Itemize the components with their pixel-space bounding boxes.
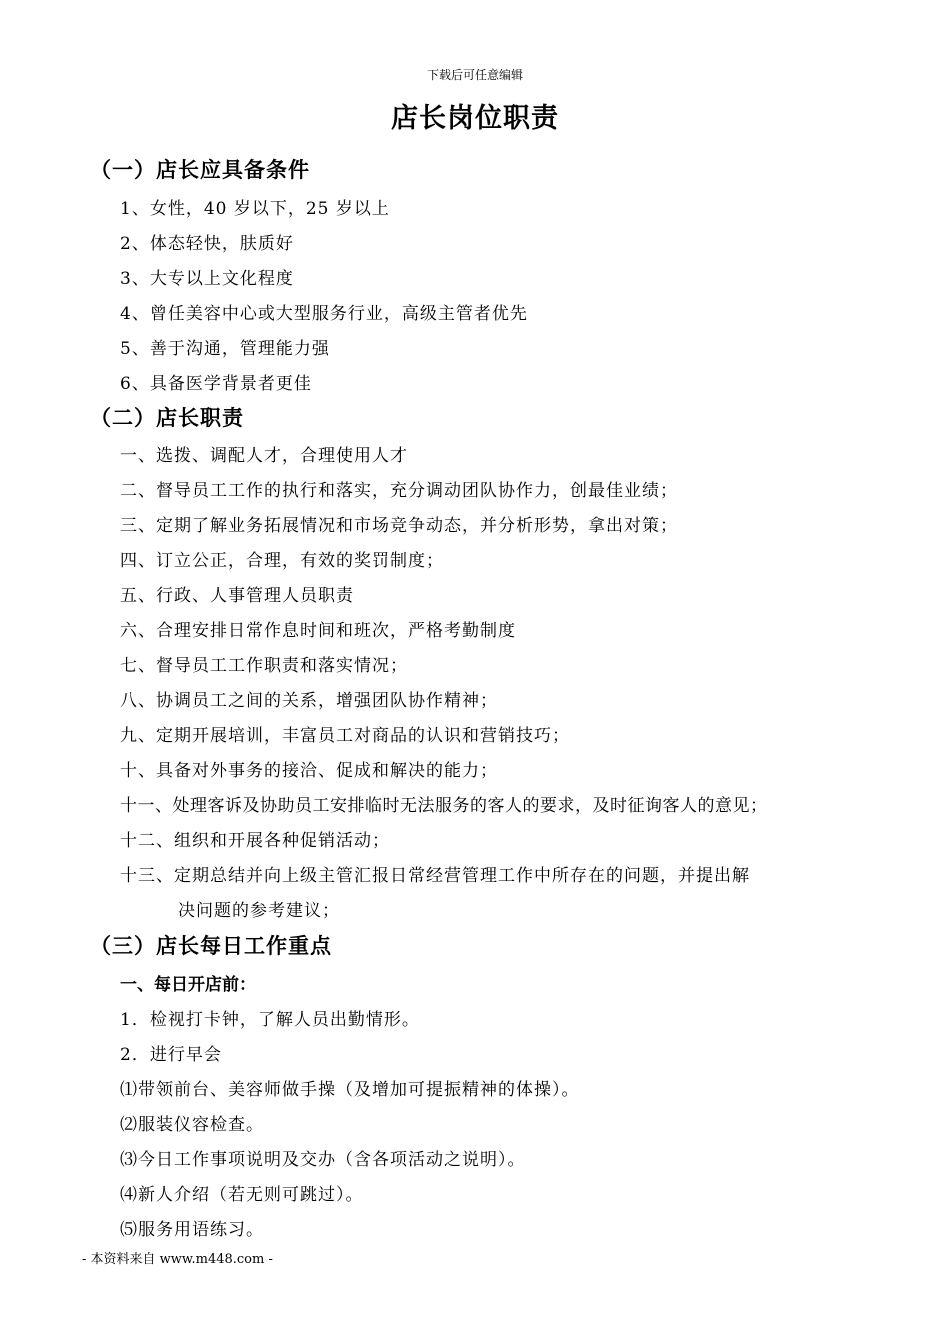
requirement-item: 2、体态轻快，肤质好 (120, 234, 294, 254)
duty-item: 九、定期开展培训，丰富员工对商品的认识和营销技巧； (120, 726, 570, 746)
footer-source: - 本资料来自 www.m448.com - (82, 1252, 273, 1267)
requirement-item: 1、女性，40 岁以下，25 岁以上 (120, 199, 390, 219)
duty-item: 十三、定期总结并向上级主管汇报日常经营管理工作中所存在的问题，并提出解 (120, 866, 750, 886)
header-note: 下载后可任意编辑 (426, 68, 523, 82)
daily-item: ⑶今日工作事项说明及交办（含各项活动之说明）。 (120, 1150, 526, 1170)
requirement-item: 6、具备医学背景者更佳 (120, 374, 312, 394)
daily-item: ⑷新人介绍（若无则可跳过）。 (120, 1185, 364, 1205)
section-heading-requirements: （一）店长应具备条件 (90, 158, 310, 182)
duty-item: 七、督导员工工作职责和落实情况； (120, 656, 408, 676)
requirement-item: 4、曾任美容中心或大型服务行业，高级主管者优先 (120, 304, 528, 324)
section-heading-duties: （二）店长职责 (90, 406, 244, 430)
duty-item: 一、选拨、调配人才，合理使用人才 (120, 446, 408, 466)
duty-item: 六、合理安排日常作息时间和班次，严格考勤制度 (120, 621, 516, 641)
duty-item: 十一、处理客诉及协助员工安排临时无法服务的客人的要求，及时征询客人的意见； (120, 796, 768, 816)
duty-item: 十二、组织和开展各种促销活动； (120, 831, 390, 851)
daily-item: ⑸服务用语练习。 (120, 1220, 264, 1240)
daily-item: 1．检视打卡钟，了解人员出勤情形。 (120, 1010, 420, 1030)
daily-item: ⑴带领前台、美容师做手操（及增加可提振精神的体操）。 (120, 1080, 580, 1100)
daily-item: ⑵服装仪容检查。 (120, 1115, 264, 1135)
duty-item: 五、行政、人事管理人员职责 (120, 586, 354, 606)
duty-item: 二、督导员工工作的执行和落实，充分调动团队协作力，创最佳业绩； (120, 481, 678, 501)
duty-item: 十、具备对外事务的接洽、促成和解决的能力； (120, 761, 498, 781)
duty-item: 八、协调员工之间的关系，增强团队协作精神； (120, 691, 498, 711)
duty-item: 四、订立公正，合理，有效的奖罚制度； (120, 551, 444, 571)
duty-item-continuation: 决问题的参考建议； (178, 901, 340, 921)
section-heading-daily-focus: （三）店长每日工作重点 (90, 934, 332, 958)
page-title: 店长岗位职责 (391, 103, 559, 134)
daily-item: 2．进行早会 (120, 1045, 222, 1065)
requirement-item: 5、善于沟通，管理能力强 (120, 339, 330, 359)
subheading-before-opening: 一、每日开店前： (120, 975, 256, 995)
requirement-item: 3、大专以上文化程度 (120, 269, 294, 289)
duty-item: 三、定期了解业务拓展情况和市场竞争动态，并分析形势，拿出对策； (120, 516, 678, 536)
